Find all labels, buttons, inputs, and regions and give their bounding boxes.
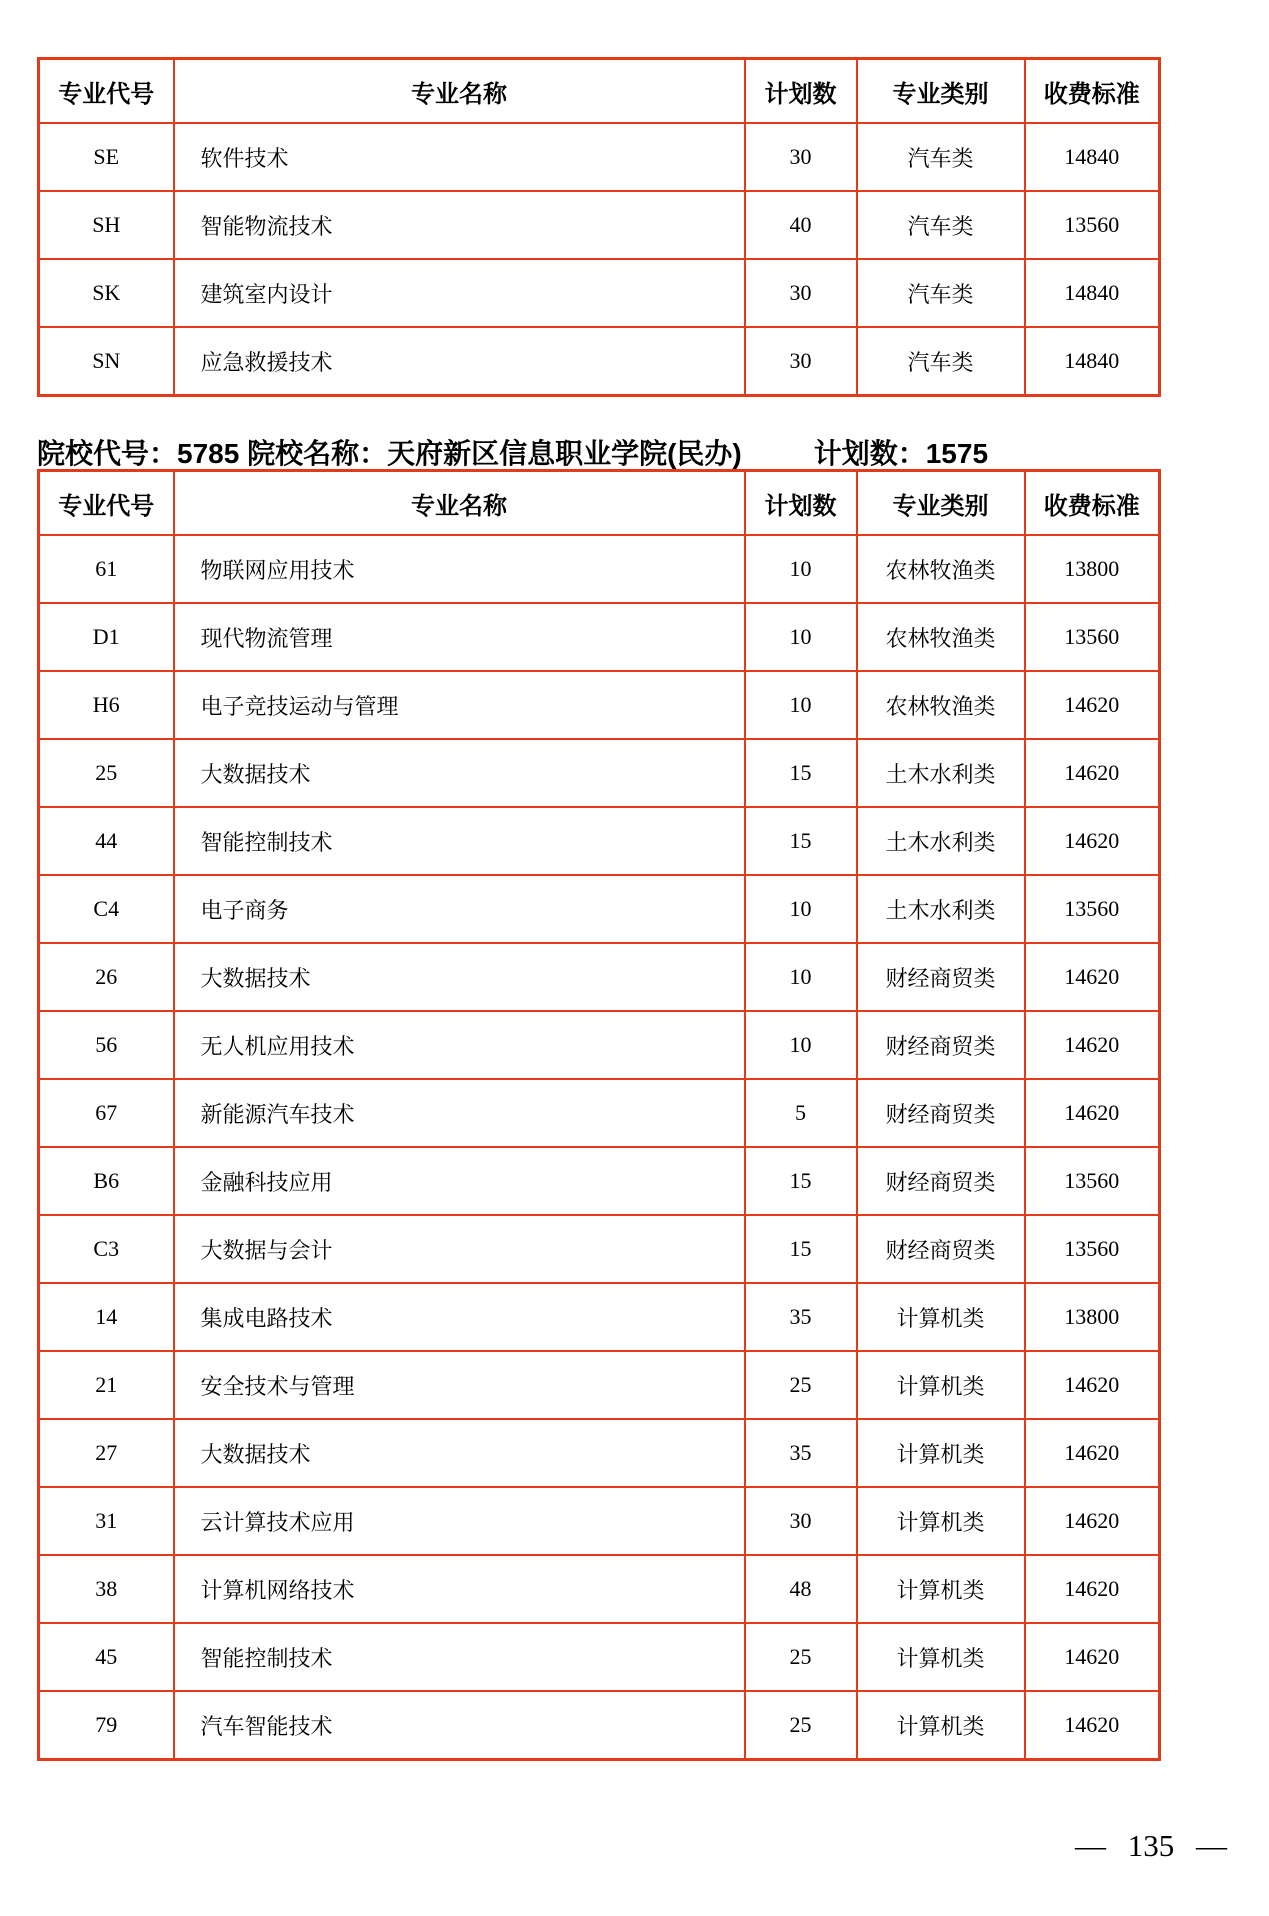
cell-major-name: 智能控制技术 [174, 1623, 745, 1691]
table-row [39, 739, 1160, 807]
cell-major-category: 财经商贸类 [857, 1147, 1025, 1215]
cell-major-name: 新能源汽车技术 [174, 1079, 745, 1147]
table-row [39, 1011, 1160, 1079]
cell-plan-count: 40 [745, 191, 857, 259]
cell-fee-standard: 13560 [1025, 1147, 1160, 1215]
col-header-major-name: 专业名称 [174, 471, 745, 536]
cell-plan-count: 15 [745, 739, 857, 807]
cell-major-category: 汽车类 [857, 123, 1025, 191]
cell-fee-standard: 14620 [1025, 1691, 1160, 1760]
cell-plan-count: 25 [745, 1691, 857, 1760]
cell-major-name: 汽车智能技术 [174, 1691, 745, 1760]
cell-plan-count: 30 [745, 1487, 857, 1555]
cell-major-name: 智能控制技术 [174, 807, 745, 875]
cell-plan-count: 35 [745, 1283, 857, 1351]
cell-major-name: 应急救援技术 [174, 327, 745, 396]
table-row [39, 1079, 1160, 1147]
cell-major-category: 财经商贸类 [857, 1011, 1025, 1079]
cell-major-name: 智能物流技术 [174, 191, 745, 259]
cell-fee-standard: 14840 [1025, 123, 1160, 191]
cell-major-code: 31 [39, 1487, 174, 1555]
cell-major-name: 电子商务 [174, 875, 745, 943]
cell-fee-standard: 14620 [1025, 1419, 1160, 1487]
cell-major-category: 财经商贸类 [857, 1079, 1025, 1147]
cell-plan-count: 10 [745, 603, 857, 671]
cell-major-code: 27 [39, 1419, 174, 1487]
section-title [37, 439, 1158, 469]
cell-major-code: 25 [39, 739, 174, 807]
cell-major-code: B6 [39, 1147, 174, 1215]
cell-major-code: 56 [39, 1011, 174, 1079]
table-row [39, 1691, 1160, 1760]
cell-fee-standard: 14620 [1025, 739, 1160, 807]
cell-major-name: 大数据技术 [174, 943, 745, 1011]
cell-major-code: 44 [39, 807, 174, 875]
cell-major-code: SN [39, 327, 174, 396]
cell-major-category: 汽车类 [857, 327, 1025, 396]
cell-plan-count: 5 [745, 1079, 857, 1147]
cell-major-category: 农林牧渔类 [857, 671, 1025, 739]
table-row [39, 1487, 1160, 1555]
page-content [37, 0, 1158, 1761]
cell-fee-standard: 14620 [1025, 1079, 1160, 1147]
cell-fee-standard: 14620 [1025, 671, 1160, 739]
cell-fee-standard: 14840 [1025, 259, 1160, 327]
cell-major-code: SE [39, 123, 174, 191]
cell-plan-count: 15 [745, 1215, 857, 1283]
table-row [39, 1283, 1160, 1351]
table-row [39, 807, 1160, 875]
cell-major-category: 计算机类 [857, 1283, 1025, 1351]
cell-major-code: 21 [39, 1351, 174, 1419]
cell-major-category: 计算机类 [857, 1351, 1025, 1419]
cell-major-code: 67 [39, 1079, 174, 1147]
table-row [39, 123, 1160, 191]
cell-fee-standard: 13560 [1025, 603, 1160, 671]
cell-major-category: 土木水利类 [857, 807, 1025, 875]
table-row [39, 603, 1160, 671]
cell-major-name: 大数据技术 [174, 739, 745, 807]
cell-major-name: 无人机应用技术 [174, 1011, 745, 1079]
cell-major-code: C3 [39, 1215, 174, 1283]
table-row [39, 259, 1160, 327]
cell-major-name: 安全技术与管理 [174, 1351, 745, 1419]
table-row [39, 1419, 1160, 1487]
cell-plan-count: 10 [745, 671, 857, 739]
cell-major-code: 61 [39, 535, 174, 603]
cell-major-category: 财经商贸类 [857, 943, 1025, 1011]
cell-major-name: 计算机网络技术 [174, 1555, 745, 1623]
col-header-major-category: 专业类别 [857, 471, 1025, 536]
col-header-major-category: 专业类别 [857, 59, 1025, 124]
cell-major-category: 汽车类 [857, 259, 1025, 327]
plan-table-college-5785 [37, 469, 1161, 1761]
table-row [39, 943, 1160, 1011]
col-header-fee-standard: 收费标准 [1025, 471, 1160, 536]
col-header-major-code: 专业代号 [39, 471, 174, 536]
cell-major-category: 计算机类 [857, 1691, 1025, 1760]
cell-major-category: 农林牧渔类 [857, 603, 1025, 671]
plan-table-top [37, 57, 1161, 397]
cell-fee-standard: 13560 [1025, 1215, 1160, 1283]
cell-major-category: 计算机类 [857, 1555, 1025, 1623]
cell-major-category: 汽车类 [857, 191, 1025, 259]
cell-major-code: SH [39, 191, 174, 259]
cell-major-category: 计算机类 [857, 1487, 1025, 1555]
cell-fee-standard: 14620 [1025, 1623, 1160, 1691]
college-info: 院校代号：5785 院校名称：天府新区信息职业学院(民办) [37, 438, 742, 469]
cell-fee-standard: 13800 [1025, 1283, 1160, 1351]
table-row [39, 1555, 1160, 1623]
cell-fee-standard: 14620 [1025, 1555, 1160, 1623]
cell-major-code: 26 [39, 943, 174, 1011]
table-row [39, 1147, 1160, 1215]
cell-major-name: 大数据与会计 [174, 1215, 745, 1283]
table-header-row [39, 59, 1160, 124]
cell-fee-standard: 14840 [1025, 327, 1160, 396]
cell-plan-count: 48 [745, 1555, 857, 1623]
col-header-major-code: 专业代号 [39, 59, 174, 124]
table-header-row [39, 471, 1160, 536]
cell-plan-count: 30 [745, 327, 857, 396]
cell-major-code: 45 [39, 1623, 174, 1691]
cell-fee-standard: 14620 [1025, 807, 1160, 875]
cell-major-name: 电子竞技运动与管理 [174, 671, 745, 739]
cell-plan-count: 10 [745, 875, 857, 943]
table-row [39, 327, 1160, 396]
table-row [39, 875, 1160, 943]
page-number: — 135 — [1075, 1828, 1227, 1863]
cell-major-name: 现代物流管理 [174, 603, 745, 671]
cell-major-code: 79 [39, 1691, 174, 1760]
cell-fee-standard: 14620 [1025, 1011, 1160, 1079]
cell-plan-count: 35 [745, 1419, 857, 1487]
cell-major-code: SK [39, 259, 174, 327]
cell-major-name: 物联网应用技术 [174, 535, 745, 603]
cell-plan-count: 30 [745, 123, 857, 191]
plan-total: 计划数：1575 [813, 438, 989, 469]
cell-plan-count: 25 [745, 1351, 857, 1419]
table-row [39, 1623, 1160, 1691]
cell-fee-standard: 13560 [1025, 191, 1160, 259]
cell-major-category: 土木水利类 [857, 875, 1025, 943]
cell-plan-count: 30 [745, 259, 857, 327]
col-header-major-name: 专业名称 [174, 59, 745, 124]
cell-plan-count: 15 [745, 1147, 857, 1215]
cell-major-category: 土木水利类 [857, 739, 1025, 807]
cell-major-name: 软件技术 [174, 123, 745, 191]
col-header-plan-count: 计划数 [745, 59, 857, 124]
cell-plan-count: 10 [745, 943, 857, 1011]
cell-major-code: C4 [39, 875, 174, 943]
table-row [39, 535, 1160, 603]
cell-major-code: D1 [39, 603, 174, 671]
cell-major-name: 云计算技术应用 [174, 1487, 745, 1555]
cell-fee-standard: 14620 [1025, 943, 1160, 1011]
cell-plan-count: 15 [745, 807, 857, 875]
cell-major-name: 集成电路技术 [174, 1283, 745, 1351]
cell-fee-standard: 13800 [1025, 535, 1160, 603]
table-row [39, 1351, 1160, 1419]
cell-major-category: 计算机类 [857, 1419, 1025, 1487]
cell-major-code: 14 [39, 1283, 174, 1351]
cell-plan-count: 10 [745, 1011, 857, 1079]
table-row [39, 671, 1160, 739]
cell-major-category: 计算机类 [857, 1623, 1025, 1691]
cell-major-code: H6 [39, 671, 174, 739]
cell-major-code: 38 [39, 1555, 174, 1623]
cell-plan-count: 25 [745, 1623, 857, 1691]
cell-major-category: 农林牧渔类 [857, 535, 1025, 603]
col-header-fee-standard: 收费标准 [1025, 59, 1160, 124]
col-header-plan-count: 计划数 [745, 471, 857, 536]
cell-fee-standard: 14620 [1025, 1351, 1160, 1419]
cell-major-name: 建筑室内设计 [174, 259, 745, 327]
cell-fee-standard: 14620 [1025, 1487, 1160, 1555]
table-row [39, 191, 1160, 259]
table-row [39, 1215, 1160, 1283]
cell-major-name: 大数据技术 [174, 1419, 745, 1487]
cell-fee-standard: 13560 [1025, 875, 1160, 943]
cell-plan-count: 10 [745, 535, 857, 603]
cell-major-name: 金融科技应用 [174, 1147, 745, 1215]
cell-major-category: 财经商贸类 [857, 1215, 1025, 1283]
